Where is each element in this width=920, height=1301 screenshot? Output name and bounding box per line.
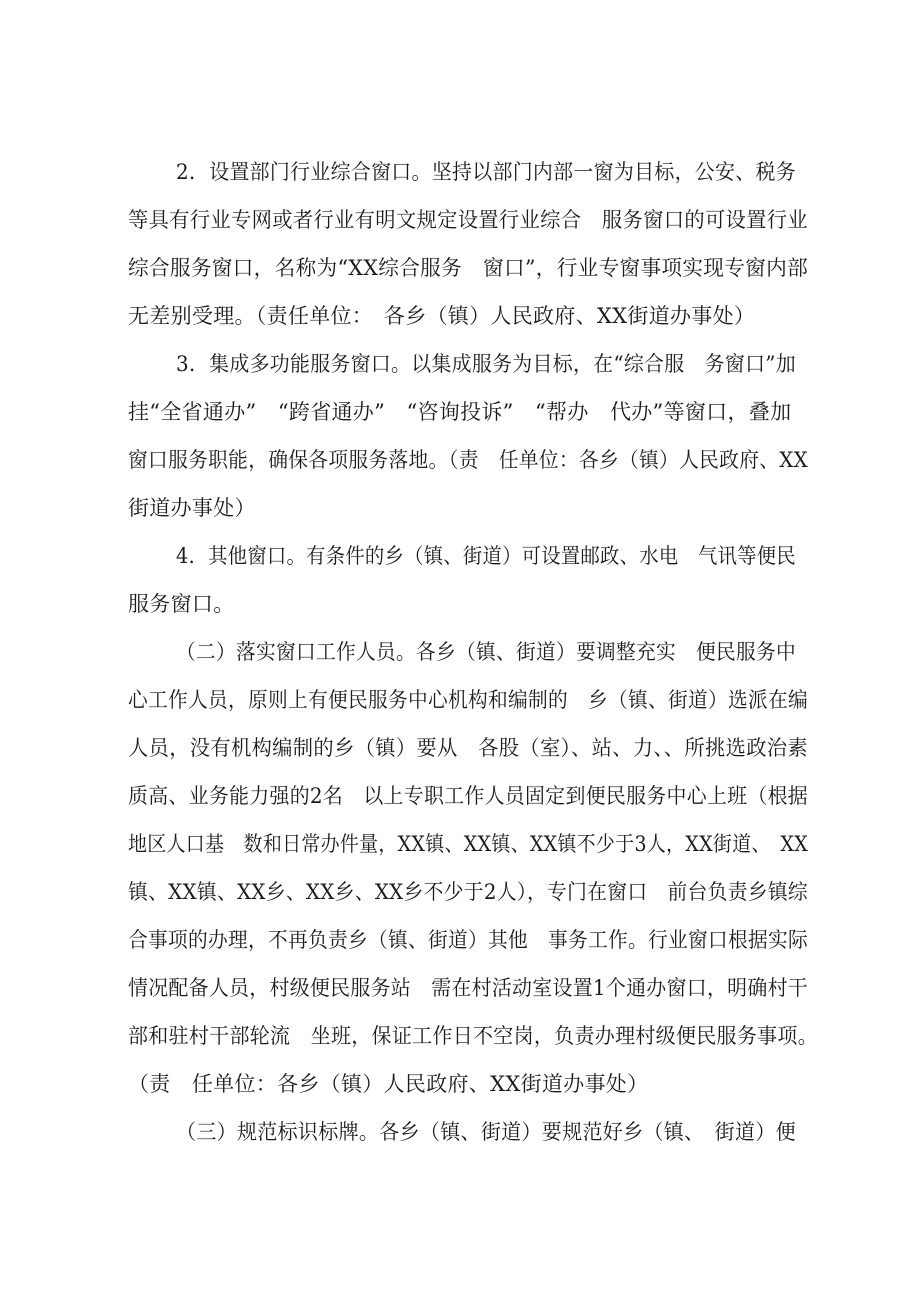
paragraph-2-line-4: 无差别受理。（责任单位： 各乡（镇）人民政府、XX街道办事处） [128,304,756,328]
section-2-line-3: 人员，没有机构编制的乡（镇）要从 各股（室）、站、力、、所挑选政治素 [128,736,808,760]
section-3-line-1: （三）规范标识标牌。各乡（镇、街道）要规范好乡（镇、 街道）便 [176,1120,796,1144]
paragraph-3-line-1: 3．集成多功能服务窗口。以集成服务为目标，在“综合服 务窗口”加 [176,352,796,376]
paragraph-3-line-2: 挂“全省通办” “跨省通办” “咨询投诉” “帮办 代办”等窗口，叠加 [128,400,792,424]
section-2-line-6: 镇、XX镇、XX乡、XX乡、XX乡不少于2人），专门在窗口 前台负责乡镇综 [128,880,809,904]
section-2-line-10: （责 任单位：各乡（镇）人民政府、XX街道办事处） [128,1072,649,1096]
paragraph-2-line-2: 等具有行业专网或者行业有明文规定设置行业综合 服务窗口的可设置行业 [128,208,808,232]
paragraph-4-line-1: 4．其他窗口。有条件的乡（镇、街道）可设置邮政、水电 气讯等便民 [176,544,796,568]
section-2-line-1: （二）落实窗口工作人员。各乡（镇、街道）要调整充实 便民服务中 [176,640,797,664]
section-2-line-7: 合事项的办理，不再负责乡（镇、街道）其他 事务工作。行业窗口根据实际 [128,928,809,952]
paragraph-3-line-4: 街道办事处） [128,496,256,520]
section-2-line-8: 情况配备人员，村级便民服务站 需在村活动室设置1个通办窗口，明确村干 [128,976,809,1000]
section-2-line-5: 地区人口基 数和日常办件量，XX镇、XX镇、XX镇不少于3人，XX街道、 XX [128,832,809,856]
section-2-line-4: 质高、业务能力强的2名 以上专职工作人员固定到便民服务中心上班（根据 [128,784,809,808]
paragraph-4-line-2: 服务窗口。 [128,592,235,616]
section-2-line-9: 部和驻村干部轮流 坐班，保证工作日不空岗，负责办理村级便民服务事项。 [128,1024,819,1048]
paragraph-2-line-1: 2．设置部门行业综合窗口。坚持以部门内部一窗为目标，公安、税务 [176,160,796,184]
paragraph-2-line-3: 综合服务窗口，名称为“XX综合服务 窗口”，行业专窗事项实现专窗内部 [128,256,809,280]
section-2-line-2: 心工作人员，原则上有便民服务中心机构和编制的 乡（镇、街道）选派在编 [128,688,809,712]
paragraph-3-line-3: 窗口服务职能，确保各项服务落地。（责 任单位：各乡（镇）人民政府、XX [128,448,808,472]
